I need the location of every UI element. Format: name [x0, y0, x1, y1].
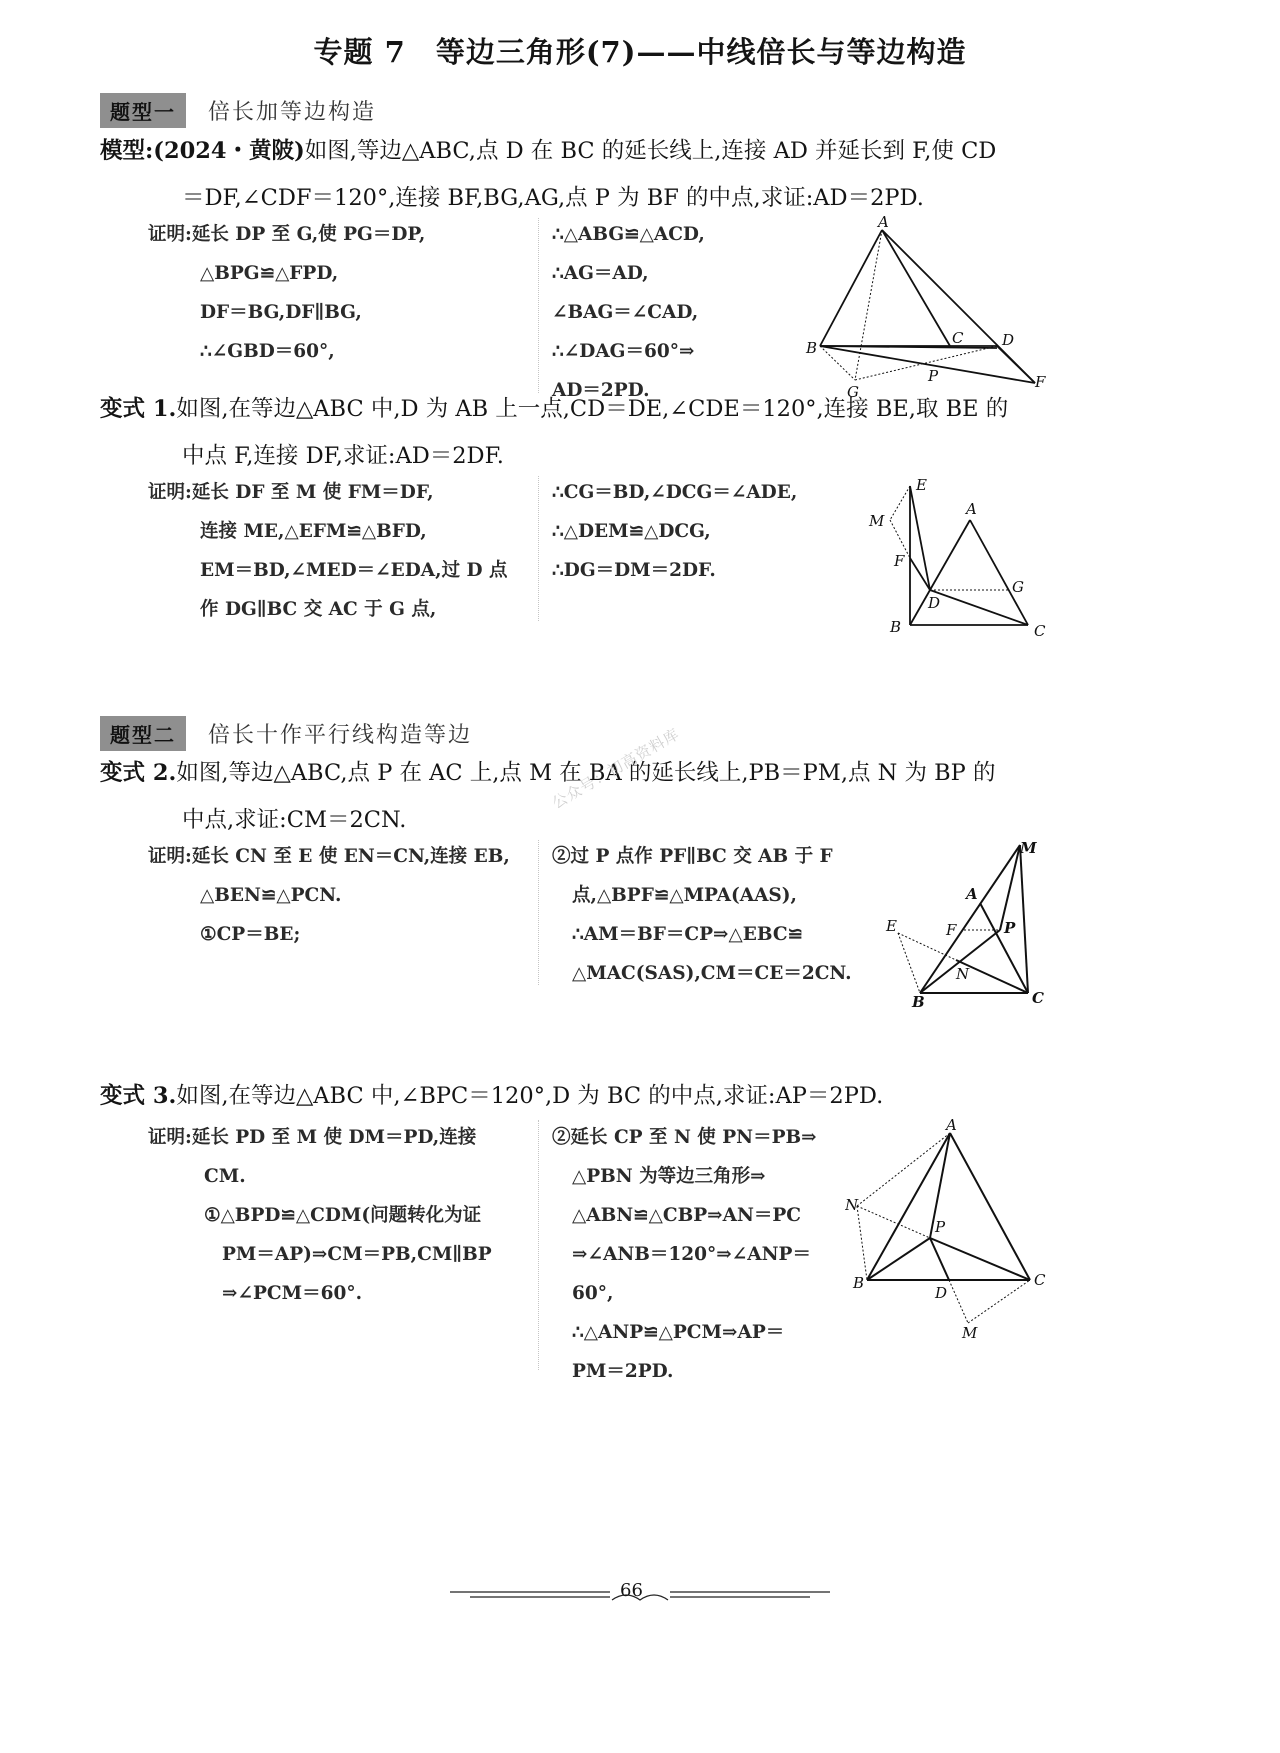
proof-line: ∴∠DAG＝60°⇒ — [552, 341, 695, 362]
variant-3-problem — [100, 1073, 1180, 1120]
problem-lead: 变式 3. — [100, 1083, 177, 1109]
proof-divider — [538, 1120, 539, 1370]
fig-label: A — [878, 215, 889, 231]
fig-label: D — [1002, 331, 1015, 349]
section-title: 倍长十作平行线构造等边 — [208, 723, 473, 748]
fig-label: D — [928, 594, 941, 612]
proof-line: △BPG≌△FPD, — [200, 263, 339, 284]
proof-line: △ABN≌△CBP⇒AN＝PC — [572, 1205, 802, 1226]
fig-label: B — [912, 993, 925, 1010]
variant-1-proof-left — [148, 473, 538, 629]
proof-line: ∴AG＝AD, — [552, 263, 649, 284]
section-header-2 — [100, 716, 472, 751]
fig-label: G — [847, 383, 859, 400]
fig-label: M — [1020, 839, 1037, 857]
fig-label: M — [869, 512, 885, 530]
fig-label: P — [928, 367, 939, 385]
proof-line: PM＝AP)⇒CM＝PB,CM∥BP — [222, 1244, 492, 1265]
fig-label: C — [1034, 622, 1046, 640]
section-tag: 题型一 — [100, 93, 186, 128]
proof-line: DF＝BG,DF∥BG, — [200, 302, 362, 323]
variant-2-proof-left — [148, 837, 548, 954]
proof-line: 证明:延长 CN 至 E 使 EN＝CN,连接 EB, — [148, 846, 510, 867]
section-title: 倍长加等边构造 — [208, 100, 377, 125]
proof-line: 证明:延长 DF 至 M 使 FM＝DF, — [148, 482, 434, 503]
proof-line: 60°, — [572, 1283, 614, 1304]
problem-text: 如图,等边△ABC,点 P 在 AC 上,点 M 在 BA 的延长线上,PB＝PM,点 N 为 BP 的 — [176, 760, 996, 786]
proof-line: ①△BPD≌△CDM(问题转化为证 — [204, 1205, 482, 1226]
section-header-1 — [100, 93, 376, 128]
variant-1-problem — [100, 386, 1180, 480]
proof-line: 点,△BPF≌△MPA(AAS), — [572, 885, 797, 906]
problem-text-line2: 中点 F,连接 DF,求证:AD＝2DF. — [182, 443, 504, 469]
fig-label: E — [886, 917, 897, 935]
proof-divider — [538, 840, 539, 985]
proof-line: ∴DG＝DM＝2DF. — [552, 560, 716, 581]
proof-line: PM＝2PD. — [572, 1361, 674, 1382]
proof-line: ∴△DEM≌△DCG, — [552, 521, 711, 542]
problem-text: 如图,在等边△ABC 中,∠BPC＝120°,D 为 BC 的中点,求证:AP＝2PD. — [176, 1083, 884, 1109]
proof-line: △MAC(SAS),CM＝CE＝2CN. — [572, 963, 852, 984]
fig-label: D — [935, 1284, 948, 1302]
proof-divider — [538, 218, 539, 393]
model-problem — [100, 128, 1180, 222]
fig-label: P — [1004, 919, 1016, 937]
page-title: 专题 7 等边三角形(7)——中线倍长与等边构造 — [313, 35, 967, 69]
fig-label: A — [966, 500, 977, 518]
proof-line: ②延长 CP 至 N 使 PN＝PB⇒ — [552, 1127, 817, 1148]
proof-line: 连接 ME,△EFM≌△BFD, — [200, 521, 427, 542]
fig-label: M — [962, 1324, 978, 1342]
proof-line: 证明:延长 PD 至 M 使 DM＝PD,连接 — [148, 1127, 477, 1148]
fig-label: C — [1032, 989, 1044, 1007]
proof-line: CM. — [204, 1166, 246, 1187]
problem-text: 如图,在等边△ABC 中,D 为 AB 上一点,CD＝DE,∠CDE＝120°,连接 BE,取 BE 的 — [176, 396, 1009, 422]
fig-label: B — [853, 1274, 865, 1292]
fig-label: A — [966, 885, 978, 903]
proof-divider — [538, 476, 539, 621]
proof-line: ∴AM＝BF＝CP⇒△EBC≌ — [572, 924, 804, 945]
variant-1-proof-right — [552, 473, 842, 590]
figure-model — [790, 215, 1060, 400]
figure-variant-1 — [860, 470, 1060, 645]
fig-label: F — [1035, 373, 1046, 391]
problem-text-line2: ＝DF,∠CDF＝120°,连接 BF,BG,AG,点 P 为 BF 的中点,求证:AD＝2PD. — [182, 185, 924, 211]
proof-line: ∴△ANP≌△PCM⇒AP＝ — [572, 1322, 785, 1343]
variant-3-proof-left — [148, 1118, 538, 1313]
fig-label: A — [946, 1118, 957, 1134]
variant-2-proof-right — [552, 837, 872, 993]
proof-line: ∴∠GBD＝60°, — [200, 341, 335, 362]
proof-line: ∴CG＝BD,∠DCG＝∠ADE, — [552, 482, 798, 503]
proof-line: △PBN 为等边三角形⇒ — [572, 1166, 766, 1187]
fig-label: B — [806, 339, 818, 357]
proof-line: AD＝2PD. — [552, 380, 650, 401]
fig-label: G — [1012, 578, 1024, 596]
proof-line: 作 DG∥BC 交 AC 于 G 点, — [200, 599, 437, 620]
fig-label: F — [946, 921, 957, 939]
fig-label: C — [952, 329, 964, 347]
problem-text-line2: 中点,求证:CM＝2CN. — [182, 807, 407, 833]
problem-lead: 模型:(2024・黄陂) — [100, 138, 305, 164]
proof-line: ∴△ABG≌△ACD, — [552, 224, 705, 245]
watermark: 公众号：初高资料库 — [549, 724, 683, 813]
fig-label: F — [894, 552, 905, 570]
fig-label: C — [1034, 1271, 1046, 1289]
proof-line: ①CP＝BE; — [200, 924, 301, 945]
variant-3-proof-right — [552, 1118, 842, 1391]
figure-variant-3 — [845, 1118, 1060, 1348]
proof-line: ⇒∠PCM＝60°. — [222, 1283, 363, 1304]
problem-lead: 变式 1. — [100, 396, 177, 422]
problem-text: 如图,等边△ABC,点 D 在 BC 的延长线上,连接 AD 并延长到 F,使 CD — [304, 138, 997, 164]
figure-variant-2 — [880, 835, 1060, 1010]
fig-label: P — [935, 1218, 946, 1236]
fig-label: N — [845, 1196, 859, 1214]
proof-line: EM＝BD,∠MED＝∠EDA,过 D 点 — [200, 560, 508, 581]
proof-line: ∠BAG＝∠CAD, — [552, 302, 699, 323]
proof-line: ②过 P 点作 PF∥BC 交 AB 于 F — [552, 846, 833, 867]
fig-label: N — [956, 965, 970, 983]
model-proof-left — [148, 215, 528, 371]
proof-line: 证明:延长 DP 至 G,使 PG＝DP, — [148, 224, 426, 245]
proof-line: △BEN≌△PCN. — [200, 885, 342, 906]
fig-label: E — [916, 476, 927, 494]
problem-lead: 变式 2. — [100, 760, 177, 786]
page-number: 66 — [620, 1580, 643, 1601]
proof-line: ⇒∠ANB＝120°⇒∠ANP＝ — [572, 1244, 811, 1265]
fig-label: B — [890, 618, 902, 636]
section-tag: 题型二 — [100, 716, 186, 751]
